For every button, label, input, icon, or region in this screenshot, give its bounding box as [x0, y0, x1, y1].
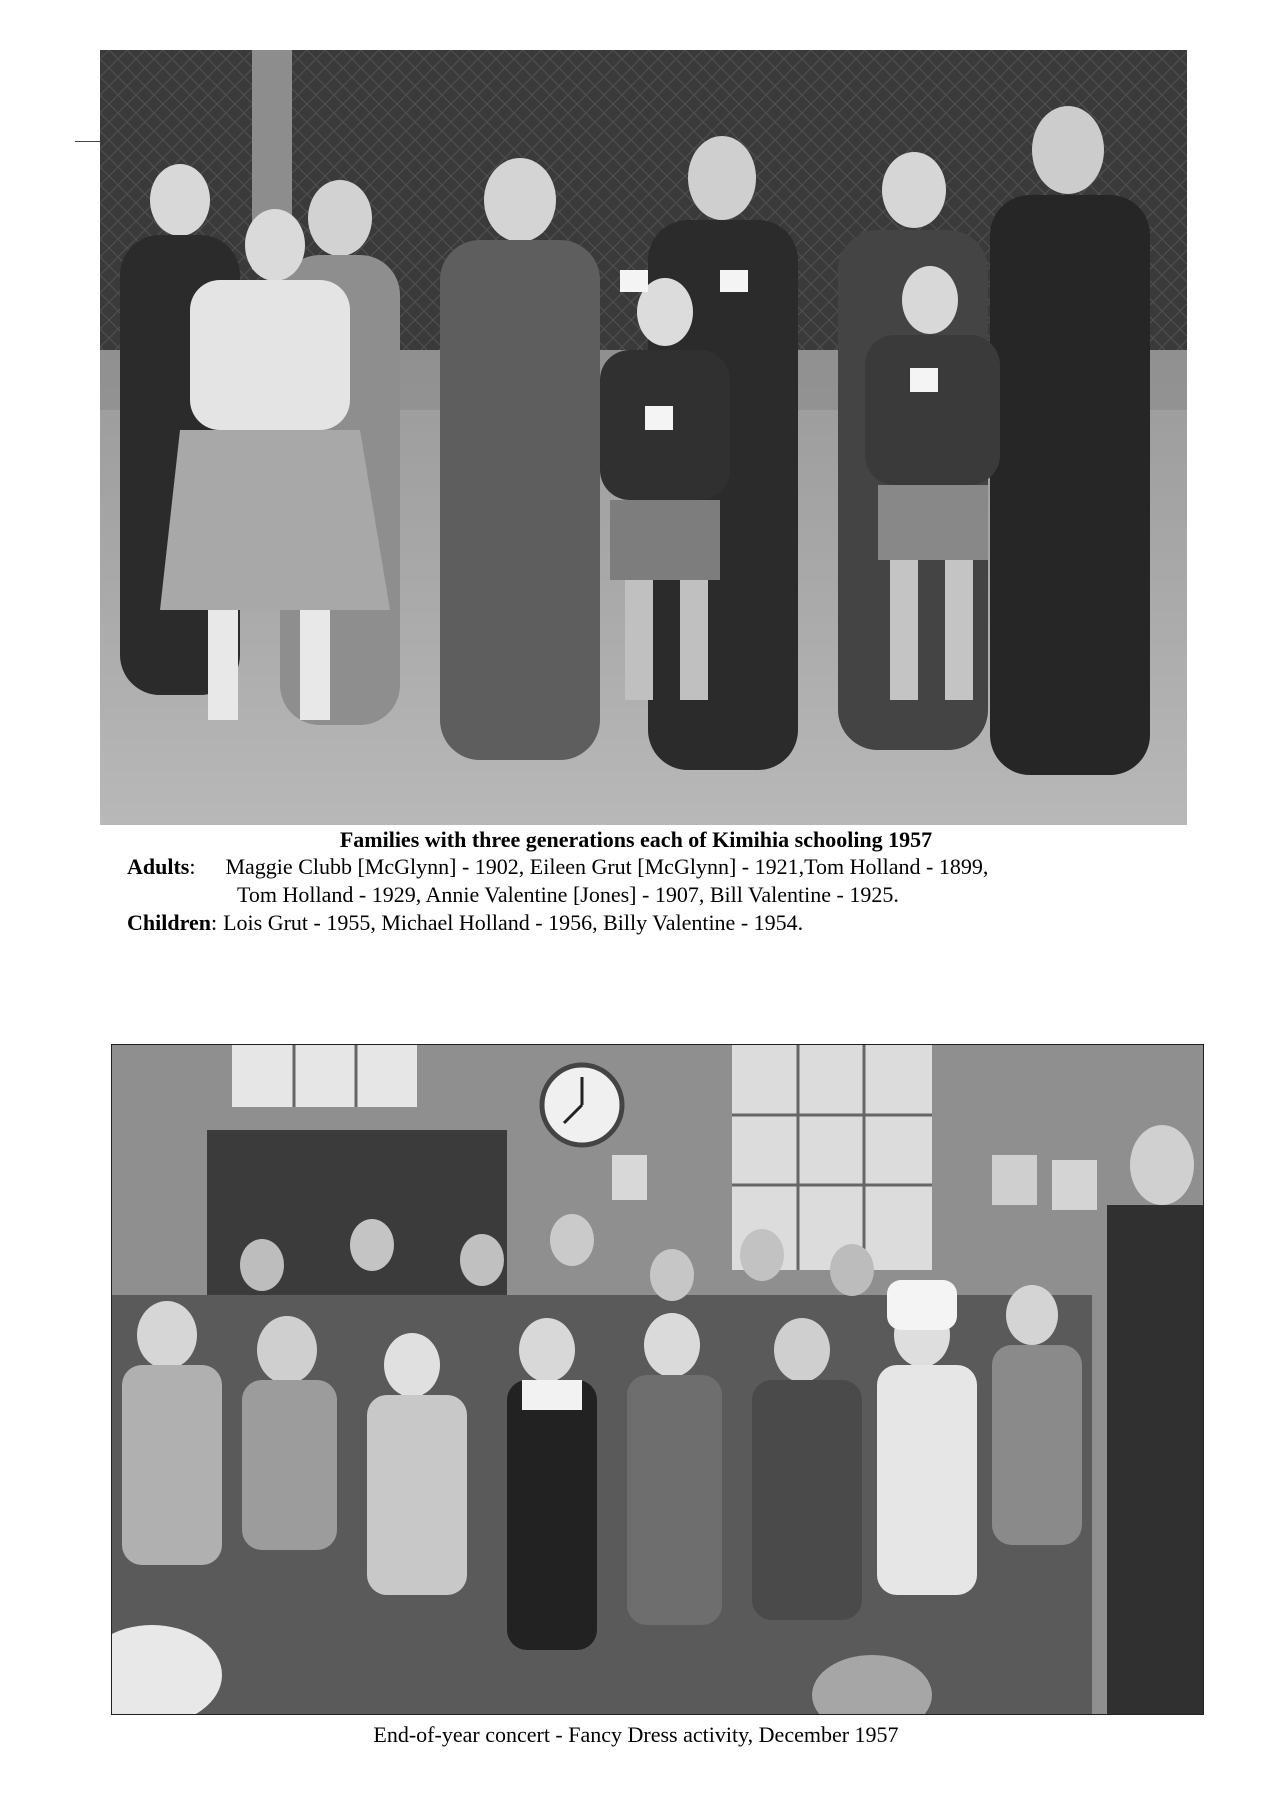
- family-group-photo-image: [100, 50, 1187, 825]
- children-row: Children: Lois Grut - 1955, Michael Holland - 1956, Billy Valentine - 1954.: [127, 910, 804, 935]
- adults-names-line2: Tom Holland - 1929, Annie Valentine [Jones] - 1907, Bill Valentine - 1925.: [237, 882, 899, 907]
- adults-row: Adults: Maggie Clubb [McGlynn] - 1902, Eileen Grut [McGlynn] - 1921,Tom Holland - 1899,: [127, 854, 989, 879]
- margin-rule: [75, 141, 101, 142]
- family-group-photo: [100, 50, 1187, 825]
- fancy-dress-concert-photo-image: [112, 1045, 1203, 1714]
- adults-names-line1: Maggie Clubb [McGlynn] - 1902, Eileen Grut [McGlynn] - 1921,Tom Holland - 1899,: [225, 854, 989, 879]
- children-label: Children: [127, 910, 211, 935]
- photo2-caption: End-of-year concert - Fancy Dress activity, December 1957: [373, 1722, 899, 1747]
- fancy-dress-concert-photo: [111, 1044, 1204, 1715]
- children-names: Lois Grut - 1955, Michael Holland - 1956, Billy Valentine - 1954.: [223, 910, 804, 935]
- photo1-caption-title: Families with three generations each of Kimihia schooling 1957: [339, 827, 933, 852]
- photo1-caption-body: [127, 853, 1187, 937]
- adults-label: Adults: [127, 854, 190, 879]
